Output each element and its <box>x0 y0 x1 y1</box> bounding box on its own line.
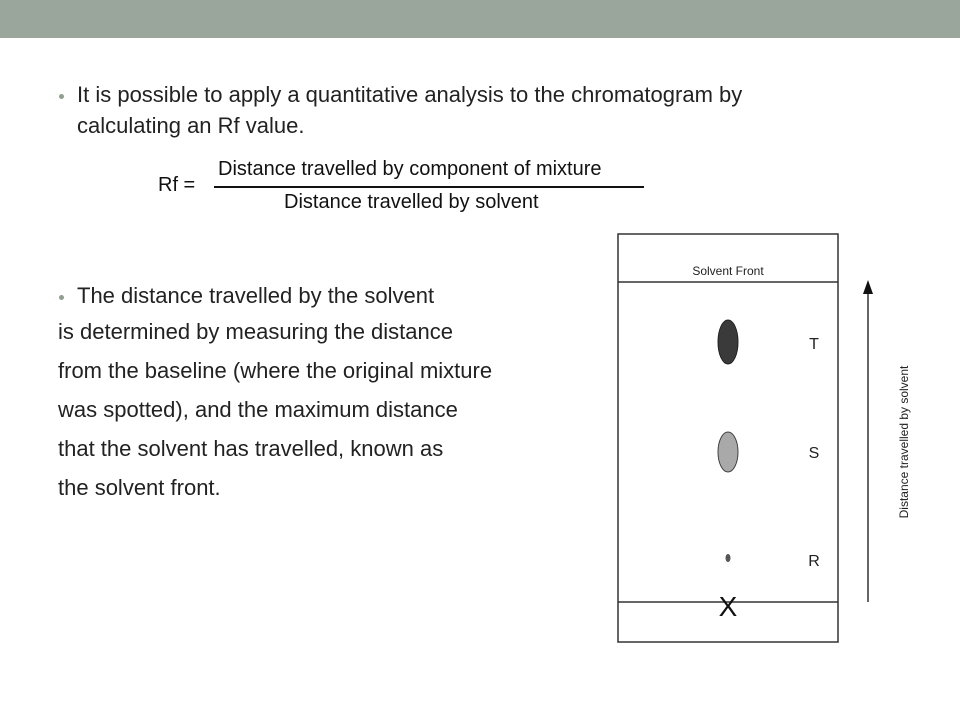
chromatogram-diagram <box>600 226 940 656</box>
rf-formula <box>158 154 648 220</box>
top-banner <box>0 0 960 38</box>
bullet-marker <box>59 94 64 99</box>
origin-mark: X <box>718 591 738 622</box>
arrow-head-icon <box>863 280 873 294</box>
spot-s <box>718 432 738 472</box>
formula-numerator: Distance travelled by component of mixture <box>218 158 602 180</box>
spot-t <box>718 320 738 364</box>
formula-denominator: Distance travelled by solvent <box>284 191 539 213</box>
bullet-2-line-1: The distance travelled by the solvent <box>77 283 435 308</box>
solvent-front-label: Solvent Front <box>692 264 764 278</box>
label-t: T <box>809 336 819 353</box>
formula-lhs: Rf = <box>158 174 196 196</box>
arrow-label: Distance travelled by solvent <box>897 365 911 519</box>
body-line-5: the solvent front. <box>58 475 221 500</box>
label-s: S <box>808 445 820 462</box>
fraction-bar <box>214 186 644 188</box>
label-r: R <box>808 553 820 570</box>
bullet-1-line-1: It is possible to apply a quantitative analysis to the chromatogram by <box>77 82 743 107</box>
body-line-3: was spotted), and the maximum distance <box>58 397 458 422</box>
body-line-4: that the solvent has travelled, known as <box>58 436 444 461</box>
spot-r <box>726 554 731 562</box>
bullet-1-line-2: calculating an Rf value. <box>77 113 305 138</box>
body-line-2: from the baseline (where the original mixture <box>58 358 493 383</box>
bullet-marker <box>59 295 64 300</box>
body-line-1: is determined by measuring the distance <box>58 319 453 344</box>
